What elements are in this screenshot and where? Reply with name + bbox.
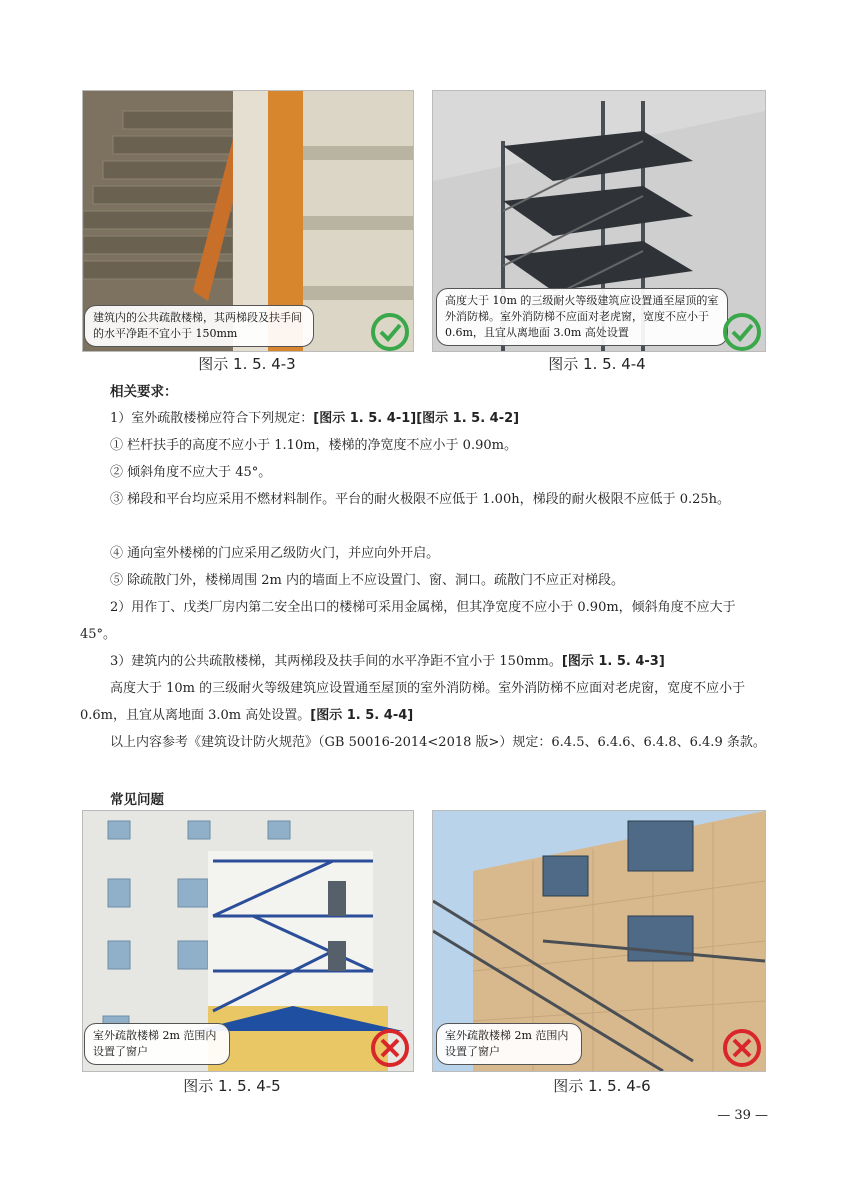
check-mark-icon	[370, 312, 410, 352]
figure-reference: [图示 1. 5. 4-4]	[310, 708, 414, 723]
paragraph-text: 3）建筑内的公共疏散楼梯，其两梯段及扶手间的水平净距不宜小于 150mm。	[110, 654, 562, 669]
figure-caption: 图示 1. 5. 4-5	[183, 1077, 281, 1095]
figure-callout: 高度大于 10m 的三级耐火等级建筑应设置通至屋顶的室外消防梯。室外消防梯不应面对老虎窗，宽度不应小于 0.6m，且宜从离地面 3.0m 高处设置	[436, 288, 728, 346]
cross-mark-icon	[370, 1028, 410, 1068]
section-heading: 相关要求：	[110, 384, 178, 400]
figure-reference: [图示 1. 5. 4-1][图示 1. 5. 4-2]	[313, 411, 520, 426]
check-mark-icon	[722, 312, 762, 352]
paragraph: 2）用作丁、戊类厂房内第二安全出口的楼梯可采用金属梯，但其净宽度不应小于 0.90m，倾斜角度不应大于 45°。	[80, 600, 736, 642]
paragraph-text: 1）室外疏散楼梯应符合下列规定：	[110, 411, 314, 426]
paragraph-text: 高度大于 10m 的三级耐火等级建筑应设置通至屋顶的室外消防梯。室外消防梯不应面对老虎窗，宽度不应小于 0.6m，且宜从离地面 3.0m 高处设置。	[80, 681, 746, 723]
figure-callout: 室外疏散楼梯 2m 范围内设置了窗户	[84, 1023, 230, 1065]
figure-callout: 室外疏散楼梯 2m 范围内设置了窗户	[436, 1023, 582, 1065]
list-item: ④ 通向室外楼梯的门应采用乙级防火门，并应向外开启。	[110, 546, 440, 561]
figure-caption: 图示 1. 5. 4-6	[553, 1077, 651, 1095]
list-item: ② 倾斜角度不应大于 45°。	[110, 465, 272, 480]
figure-caption: 图示 1. 5. 4-3	[198, 355, 296, 373]
section-heading: 常见问题	[110, 792, 164, 808]
paragraph: 以上内容参考《建筑设计防火规范》（GB 50016-2014<2018 版>）规定：6.4.5、6.4.6、6.4.8、6.4.9 条款。	[110, 735, 766, 750]
cross-mark-icon	[722, 1028, 762, 1068]
list-item: ⑤ 除疏散门外，楼梯周围 2m 内的墙面上不应设置门、窗、洞口。疏散门不应正对梯段。	[110, 573, 624, 588]
paragraph	[80, 675, 768, 729]
figure-callout: 建筑内的公共疏散楼梯，其两梯段及扶手间的水平净距不宜小于 150mm	[84, 305, 314, 347]
figure-reference: [图示 1. 5. 4-3]	[561, 654, 665, 669]
paragraph	[80, 405, 768, 432]
list-item: ③ 梯段和平台均应采用不燃材料制作。平台的耐火极限不应低于 1.00h，梯段的耐火极限不应低于 0.25h。	[110, 492, 731, 507]
paragraph	[80, 648, 768, 675]
list-item: ① 栏杆扶手的高度不应小于 1.10m，楼梯的净宽度不应小于 0.90m。	[110, 438, 517, 453]
page-number: — 39 —	[717, 1108, 768, 1123]
figure-caption: 图示 1. 5. 4-4	[548, 355, 646, 373]
